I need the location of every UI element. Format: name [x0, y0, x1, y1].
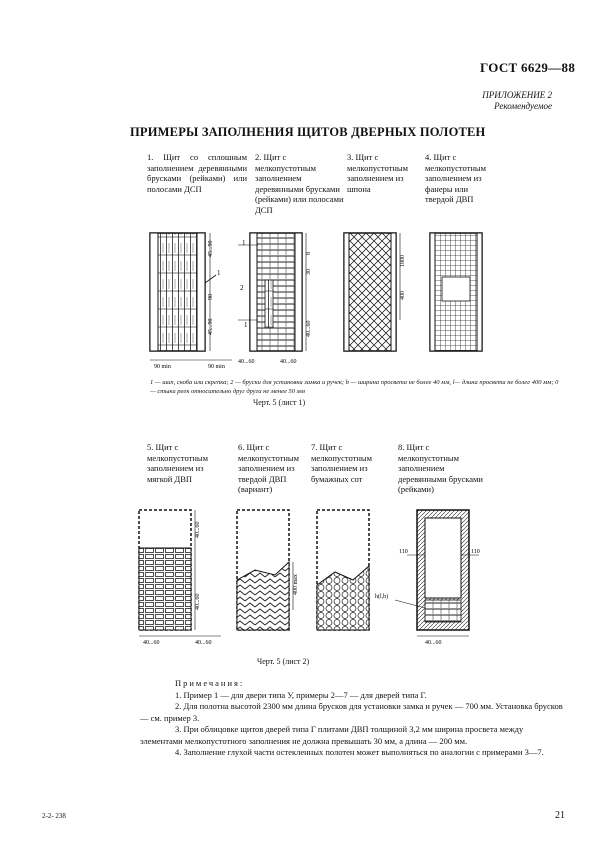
- drawing-example-3: [344, 233, 406, 351]
- caption-example-6: 6. Щит с мелкопустотным заполнением из твердой ДВП (вариант): [238, 442, 300, 494]
- caption-example-8: 8. Щит с мелкопустотным заполнением деревянными брусками (рейками): [398, 442, 483, 494]
- dim-30: 30: [306, 269, 312, 275]
- drawing-example-6: [237, 510, 299, 630]
- caption-example-7: 7. Щит с мелкопустотным заполнением из бумажных сот: [311, 442, 373, 484]
- dim5-40-60-v2: 40...60: [195, 593, 201, 610]
- standard-number: ГОСТ 6629—88: [480, 60, 576, 75]
- drawing-example-4: [430, 233, 482, 351]
- dim5-40-60-h1: 40...60: [143, 640, 160, 646]
- notes-heading: Примечания:: [175, 678, 245, 688]
- sheet1-legend: 1 — шип, скоба или скрепка; 2 — бруски для установки замка и ручек; b — ширина просвета не более 40 мм, l— длина просвета не более 400 мм; 0 — стыки реек относительно друг друга не менее 50 мм: [150, 379, 559, 395]
- dim-8: 8: [306, 252, 312, 255]
- dim-90: 90: [208, 294, 214, 300]
- note-2: 2. Для полотна высотой 2300 мм длина брусков для установки замка и ручек — 700 мм. Установка брусков — см. пример 3.: [140, 701, 563, 723]
- dim6-400max: 400 max: [293, 574, 299, 595]
- dim8-hlb: h(l,b): [375, 594, 389, 600]
- label-2: 2: [240, 284, 244, 292]
- caption-example-2: 2. Щит с мелкопустотным заполнением деревянными брусками (рейками) или полосами ДСП: [255, 152, 344, 215]
- caption-example-5: 5. Щит с мелкопустотным заполнением из мягкой ДВП: [147, 442, 209, 484]
- dim8-40-60: 40...60: [425, 640, 442, 646]
- page-title: ПРИМЕРЫ ЗАПОЛНЕНИЯ ЩИТОВ ДВЕРНЫХ ПОЛОТЕН: [130, 125, 486, 139]
- note-4: 4. Заполнение глухой части остекленных полотен может выполняться по аналогии с примерами 3—7.: [175, 747, 544, 757]
- dim5-40-60-v1: 40...60: [195, 521, 201, 538]
- drawing-example-5: [139, 510, 221, 646]
- appendix-block: [482, 90, 552, 112]
- footer-code: 2-2- 238: [42, 812, 66, 820]
- drawing-example-1: [150, 233, 232, 370]
- drawing-example-8: [375, 510, 480, 646]
- notes-block: [140, 678, 563, 759]
- sheet2-drawings: [125, 500, 505, 650]
- label-1: 1: [217, 269, 221, 277]
- appendix-label: ПРИЛОЖЕНИЕ 2: [482, 90, 552, 100]
- sheet1-label: Черт. 5 (лист 1): [253, 398, 306, 407]
- sheet1-drawings: [130, 225, 510, 373]
- caption-example-4: 4. Щит с мелкопустотным заполнением из фанеры или твердой ДВП: [425, 152, 487, 204]
- dim-1800: 1800: [400, 255, 406, 267]
- dim-90min-b: 90 min: [208, 364, 225, 370]
- note-3: 3. При облицовке щитов дверей типа Г плитами ДВП толщиной 3,2 мм ширина просвета между элементами мелкопустотного заполнения не должна превышать 30 мм, а длина — 200 мм.: [140, 724, 524, 746]
- dim8-110b: 110: [471, 549, 480, 555]
- dim-40-60-v: 40...60: [306, 320, 312, 337]
- caption-example-3: 3. Щит с мелкопустотным заполнением из шпона: [347, 152, 409, 194]
- drawing-example-7: [317, 510, 369, 630]
- caption-example-1: 1. Щит со сплошным заполнением деревянными брусками (рейками) или полосами ДСП: [147, 152, 247, 194]
- sheet2-label: Черт. 5 (лист 2): [257, 657, 310, 666]
- note-1: 1. Пример 1 — для двери типа У, примеры 2—7 — для дверей типа Г.: [175, 689, 427, 700]
- dim8-110a: 110: [399, 549, 408, 555]
- dim-40-60-b: 40...60: [280, 359, 297, 365]
- drawing-example-2: [238, 233, 312, 365]
- dim-45-90-b: 45...90: [208, 318, 214, 335]
- dim-400: 400: [400, 291, 406, 300]
- dim5-40-60-h2: 40...60: [195, 640, 212, 646]
- appendix-status: Рекомендуемое: [494, 101, 552, 111]
- dim-90min-a: 90 min: [154, 364, 171, 370]
- dim-45-90: 45...90: [208, 240, 214, 257]
- dim-40-60-a: 40...60: [238, 359, 255, 365]
- label-1b: 1: [242, 239, 246, 247]
- label-1c: 1: [244, 321, 248, 329]
- page-number: 21: [555, 810, 565, 821]
